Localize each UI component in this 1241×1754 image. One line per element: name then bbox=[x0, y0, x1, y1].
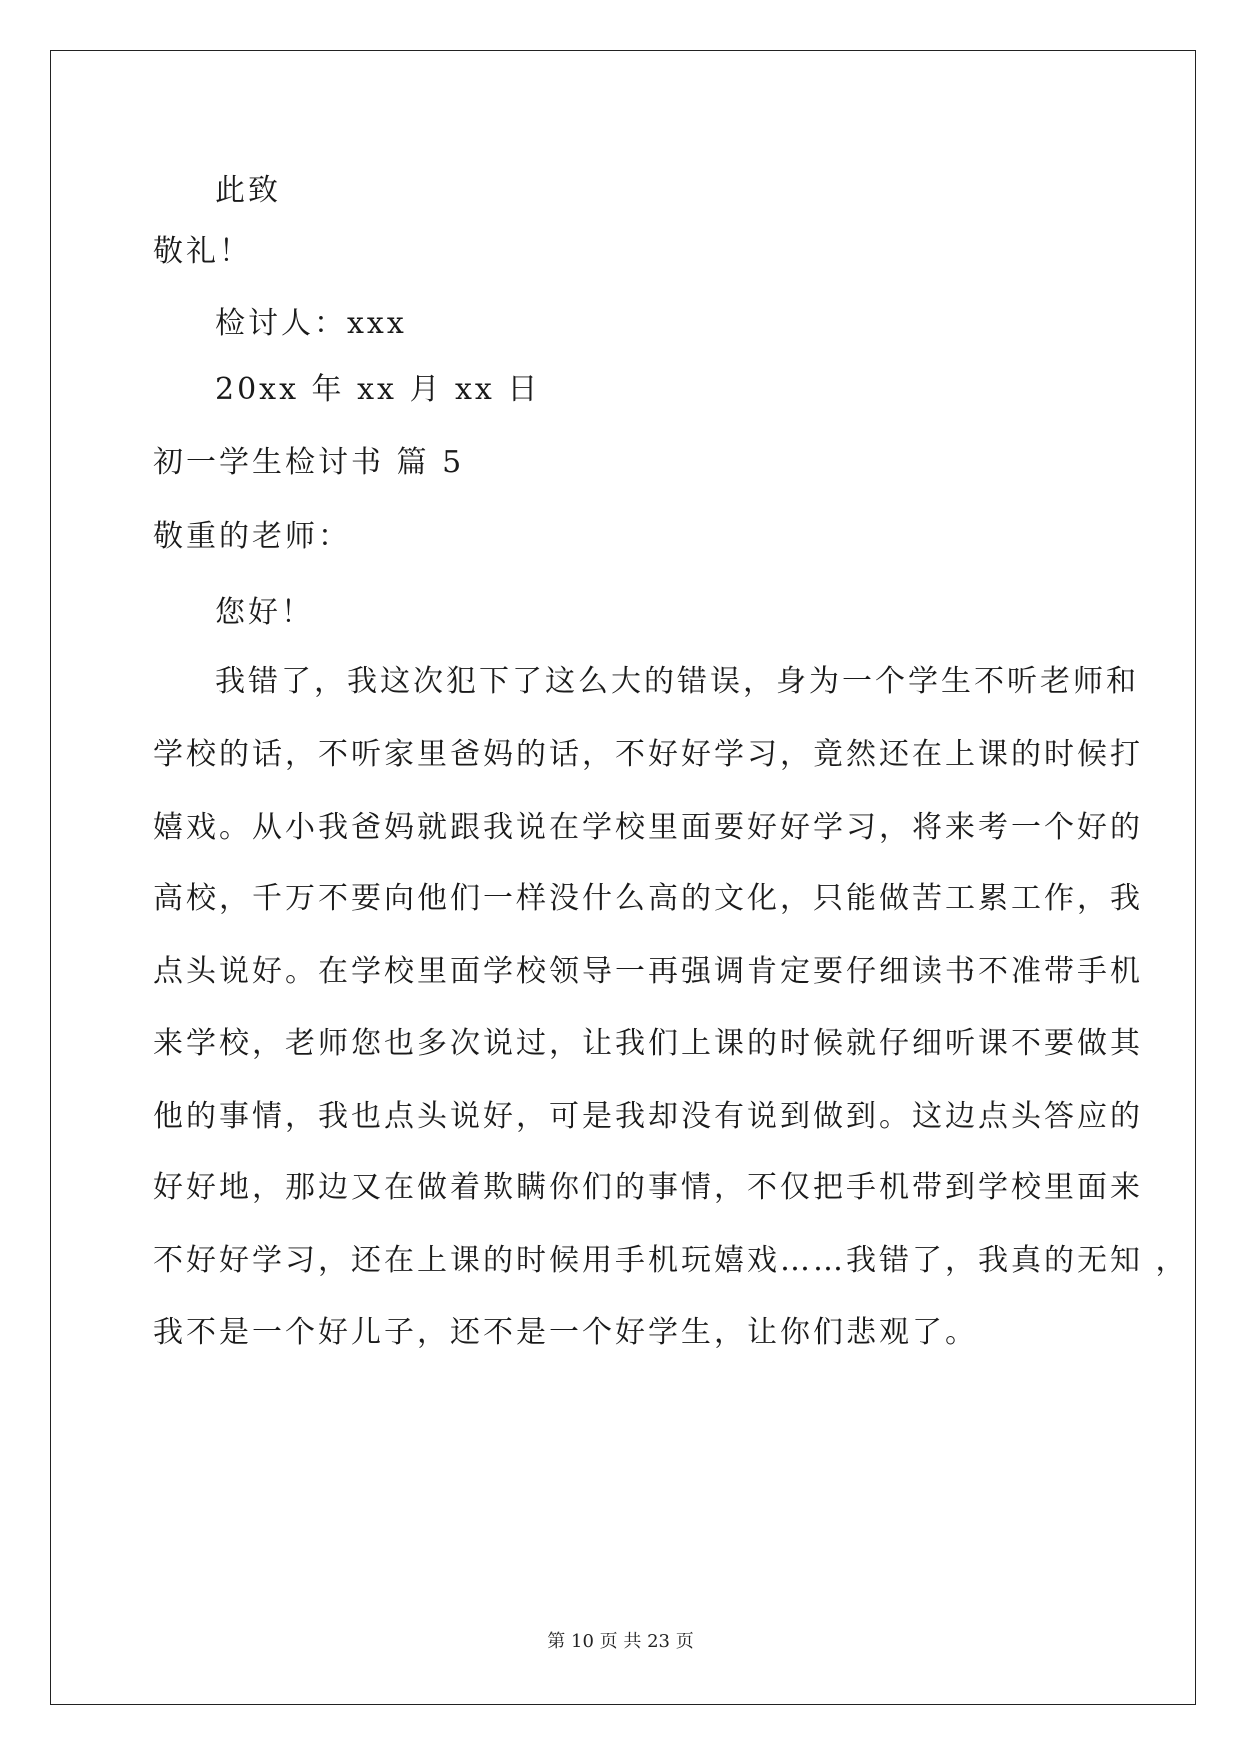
closing-respect: 敬礼！ bbox=[153, 234, 252, 269]
date-line: 20xx 年 xx 月 xx 日 bbox=[215, 372, 541, 407]
paragraph-line: 不好好学习，还在上课的时候用手机玩嬉戏……我错了，我真的无知 ， bbox=[153, 1243, 1189, 1278]
paragraph-line: 来学校，老师您也多次说过，让我们上课的时候就仔细听课不要做其 bbox=[153, 1026, 1143, 1061]
paragraph-line: 我不是一个好儿子，还不是一个好学生，让你们悲观了。 bbox=[153, 1315, 978, 1350]
closing-salutation: 此致 bbox=[215, 173, 281, 208]
page-border bbox=[50, 50, 1196, 1705]
paragraph-line: 高校，千万不要向他们一样没什么高的文化，只能做苦工累工作，我 bbox=[153, 881, 1143, 916]
paragraph-line: 好好地，那边又在做着欺瞒你们的事情，不仅把手机带到学校里面来 bbox=[153, 1170, 1143, 1205]
paragraph-line: 嬉戏。从小我爸妈就跟我说在学校里面要好好学习，将来考一个好的 bbox=[153, 810, 1143, 845]
author-line: 检讨人：xxx bbox=[215, 306, 407, 341]
greeting-hello: 您好！ bbox=[215, 595, 314, 630]
paragraph-line: 他的事情，我也点头说好，可是我却没有说到做到。这边点头答应的 bbox=[153, 1099, 1143, 1134]
page-number: 第 10 页 共 23 页 bbox=[547, 1631, 694, 1652]
section-heading: 初一学生检讨书 篇 5 bbox=[153, 445, 465, 480]
paragraph-line: 点头说好。在学校里面学校领导一再强调肯定要仔细读书不准带手机 bbox=[153, 954, 1143, 989]
greeting-recipient: 敬重的老师： bbox=[153, 519, 351, 554]
paragraph-line: 我错了，我这次犯下了这么大的错误，身为一个学生不听老师和 bbox=[215, 664, 1139, 699]
paragraph-line: 学校的话，不听家里爸妈的话，不好好学习，竟然还在上课的时候打 bbox=[153, 737, 1143, 772]
